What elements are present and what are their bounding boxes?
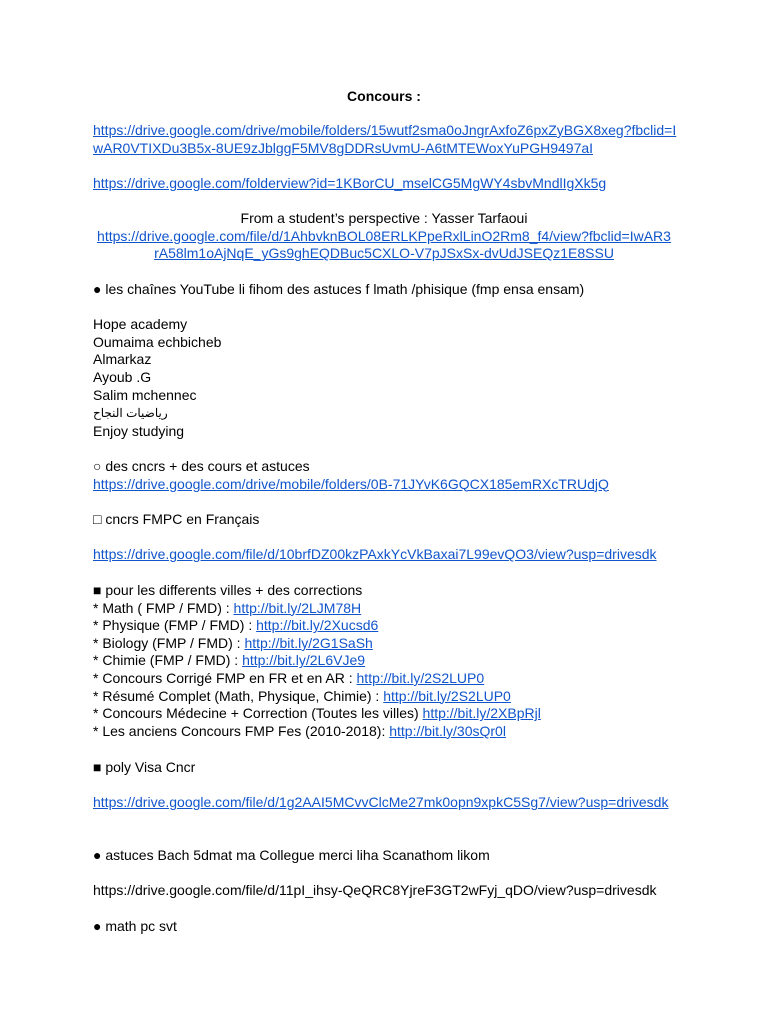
bitly-link[interactable]: http://bit.ly/2G1SaSh bbox=[244, 634, 373, 651]
cncrs-courses-link[interactable]: https://drive.google.com/drive/mobile/folders/0B-71JYvK6GQCX185emRXcTRUdjQ bbox=[93, 475, 609, 492]
channel-item: Enjoy studying bbox=[93, 422, 185, 439]
bitly-link[interactable]: http://bit.ly/2S2LUP0 bbox=[383, 687, 511, 704]
youtube-section bbox=[93, 281, 678, 440]
villes-item: * Physique (FMP / FMD) : http://bit.ly/2Xucsd6 bbox=[93, 617, 379, 634]
bitly-link[interactable]: http://bit.ly/2S2LUP0 bbox=[356, 669, 485, 686]
channel-item: Oumaima echbicheb bbox=[93, 333, 222, 350]
villes-heading: ■ pour les differents villes + des corrections bbox=[93, 582, 363, 598]
villes-item: * Math ( FMP / FMD) : http://bit.ly/2LJM78H bbox=[93, 599, 362, 616]
bitly-link[interactable]: http://bit.ly/2XBpRjl bbox=[422, 705, 541, 722]
mathpc-heading: ● math pc svt bbox=[93, 918, 177, 934]
perspective-block bbox=[93, 210, 675, 263]
villes-section bbox=[93, 582, 678, 740]
fmpc-heading: □ cncrs FMPC en Français bbox=[93, 511, 260, 527]
document-title: Concours : bbox=[347, 88, 421, 104]
villes-item: * Biology (FMP / FMD) : http://bit.ly/2G1SaSh bbox=[93, 634, 373, 651]
bach-heading: ● astuces Bach 5dmat ma Collegue merci liha Scanathom likom bbox=[93, 847, 490, 863]
channel-item: Salim mchennec bbox=[93, 386, 197, 403]
mathpc-section bbox=[93, 918, 678, 936]
bitly-link[interactable]: http://bit.ly/30sQr0l bbox=[389, 722, 506, 739]
poly-link[interactable]: https://drive.google.com/file/d/1g2AAI5MCvvClcMe27mk0opn9xpkC5Sg7/view?usp=drivesdk bbox=[93, 794, 669, 811]
channel-item-arabic: رياضيات النجاح bbox=[93, 406, 168, 421]
bach-url-text: https://drive.google.com/file/d/11pI_ihsy-QeQRC8YjreF3GT2wFyj_qDO/view?usp=drivesdk bbox=[93, 882, 657, 899]
villes-item: * Concours Corrigé FMP en FR et en AR : http://bit.ly/2S2LUP0 bbox=[93, 669, 485, 686]
drive-folderview-link[interactable]: https://drive.google.com/folderview?id=1KBorCU_mselCG5MgWY4sbvMndlIgXk5g bbox=[93, 175, 607, 191]
villes-item: * Concours Médecine + Correction (Toutes les villes) http://bit.ly/2XBpRjl bbox=[93, 705, 541, 722]
cncrs-courses-heading: ○ des cncrs + des cours et astuces bbox=[93, 458, 310, 474]
poly-section bbox=[93, 759, 678, 812]
villes-item: * Les anciens Concours FMP Fes (2010-2018): http://bit.ly/30sQr0l bbox=[93, 722, 506, 739]
perspective-label: From a student’s perspective : Yasser Tarfaoui bbox=[240, 210, 528, 226]
fmpc-link[interactable]: https://drive.google.com/file/d/10brfDZ00kzPAxkYcVkBaxai7L99evQO3/view?usp=drivesdk bbox=[93, 546, 657, 563]
perspective-link-line-1[interactable]: https://drive.google.com/file/d/1AhbvknBOL08ERLKPpeRxlLinO2Rm8_f4/view?fbclid=IwAR3 bbox=[97, 227, 671, 244]
bitly-link[interactable]: http://bit.ly/2Xucsd6 bbox=[256, 617, 379, 634]
channel-item: Almarkaz bbox=[93, 351, 152, 368]
perspective-link-line-2[interactable]: rA58lm1oAjNqE_yGs9ghEQDBuc5CXLO-V7pJSxSx-dvUdJSEQz1E8SSU bbox=[154, 245, 614, 262]
link-block-1 bbox=[93, 122, 678, 157]
link-block-2 bbox=[93, 175, 678, 193]
villes-item: * Chimie (FMP / FMD) : http://bit.ly/2L6VJe9 bbox=[93, 652, 366, 669]
channel-item: Ayoub .G bbox=[93, 368, 152, 385]
fmpc-section bbox=[93, 511, 678, 564]
bitly-link[interactable]: http://bit.ly/2LJM78H bbox=[233, 599, 362, 616]
poly-heading: ■ poly Visa Cncr bbox=[93, 759, 196, 775]
drive-folder-link-1[interactable]: https://drive.google.com/drive/mobile/folders/15wutf2sma0oJngrAxfoZ6pxZyBGX8xeg?fbclid=IwAR0VTIXDu3B5x-8UE9zJblggF5MV8gDDRsUvmU-A6tMTEWoxYuPGH9497aI bbox=[93, 122, 677, 156]
youtube-heading: ● les chaînes YouTube li fihom des astuces f lmath /phisique (fmp ensa ensam) bbox=[93, 281, 585, 297]
bach-section bbox=[93, 847, 678, 900]
cncrs-courses-section bbox=[93, 458, 678, 493]
channel-item: Hope academy bbox=[93, 316, 188, 333]
villes-item: * Résumé Complet (Math, Physique, Chimie) : http://bit.ly/2S2LUP0 bbox=[93, 687, 511, 704]
bitly-link[interactable]: http://bit.ly/2L6VJe9 bbox=[242, 652, 366, 669]
